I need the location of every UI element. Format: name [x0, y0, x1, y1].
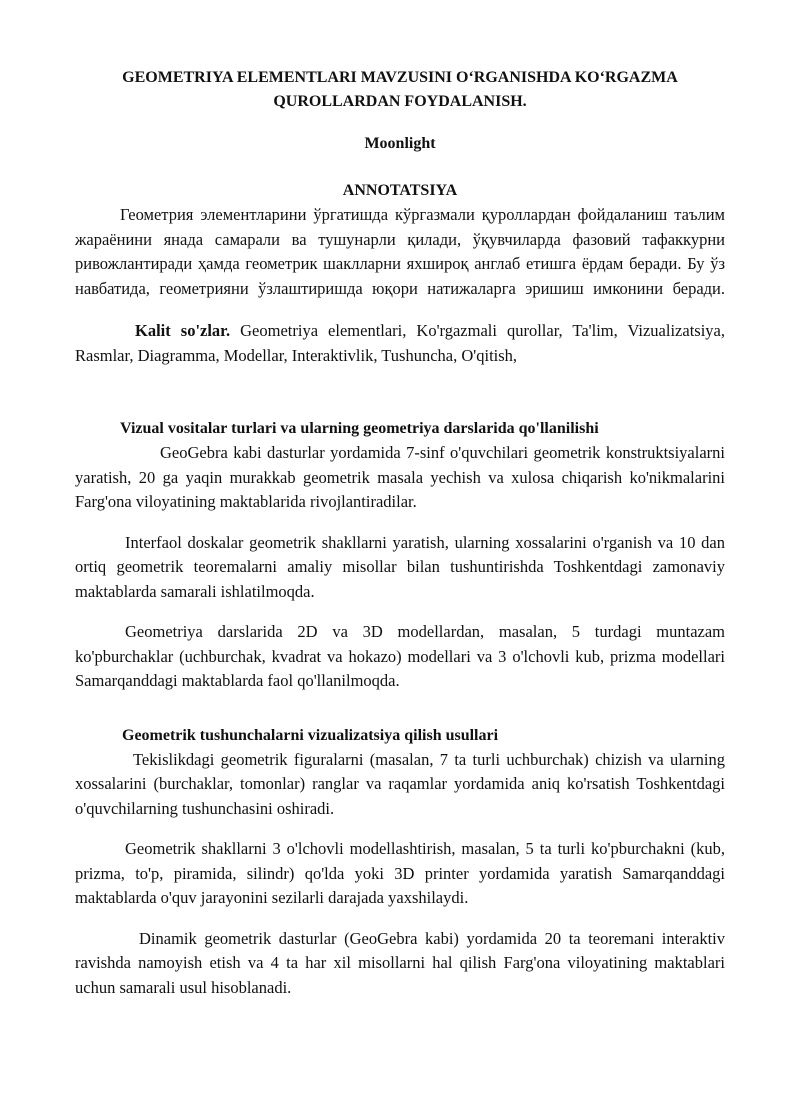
paragraph: Interfaol doskalar geometrik shakllarni yaratish, ularning xossalarini o'rganish va 10 dan ortiq geometrik teoremalarni amaliy misollar bilan tushuntirishda Toshkentdagi zamonaviy maktablarda samarali ishlatilmoqda. [75, 532, 725, 601]
annotation-heading: ANNOTATSIYA [342, 182, 458, 199]
author-name: Moonlight [364, 135, 436, 152]
paragraph: GeoGebra kabi dasturlar yordamida 7-sinf o'quvchilari geometrik konstruktsiyalarni yaratish, 20 ga yaqin murakkab geometrik masala yechish va xulosa chiqarish ko'nikmalarini Farg'ona viloyatining maktablarida rivojlantiradilar. [75, 443, 725, 511]
document-title: GEOMETRIYA ELEMENTLARI MAVZUSINI O‘RGANISHDA KO‘RGAZMA QUROLLARDAN FOYDALANISH. [122, 69, 678, 110]
document-page [0, 66, 800, 1101]
section-heading-visualization-methods: Geometrik tushunchalarni vizualizatsiya qilish usullari [122, 726, 499, 744]
keywords-paragraph [75, 319, 725, 368]
paragraph: Geometrik shakllarni 3 o'lchovli modellashtirish, masalan, 5 ta turli ko'pburchakni (kub, prizma, to'p, piramida, silindr) qo'lda yoki 3D printer yordamida yaratish Samarqanddagi maktablarda o'quv jarayonini sezilarli darajada yaxshilaydi. [75, 839, 725, 907]
annotation-text: Геометрия элементларини ўргатишда кўргазмали қуроллардан фойдаланиш таълим жараёнини янада самарали ва тушунарли қилади, ўқувчиларда фазовий тафаккурни ривожлантиради ҳамда геометрик шаклларни яхшироқ англаб етишга ёрдам беради. Бу ўз навбатида, геометрияни ўзлаштиришда юқори натижаларга эришиш имконини беради. [75, 205, 725, 298]
keywords-list: Geometriya elementlari, Ko'rgazmali qurollar, Ta'lim, Vizualizatsiya, Rasmlar, Diagramma, Modellar, Interaktivlik, Tushuncha, O'qitish, [75, 321, 725, 365]
paragraph: Dinamik geometrik dasturlar (GeoGebra kabi) yordamida 20 ta teoremani interaktiv ravishda namoyish etish va 4 ta har xil misollarni hal qilish Farg'ona viloyatining maktablari uchun samarali usul hisoblanadi. [75, 928, 725, 997]
section-heading-visual-tools: Vizual vositalar turlari va ularning geometriya darslarida qo'llanilishi [120, 420, 599, 437]
keywords-label: Kalit so'zlar. [135, 321, 231, 340]
paragraph: Geometriya darslarida 2D va 3D modellardan, masalan, 5 turdagi muntazam ko'pburchaklar (uchburchak, kvadrat va hokazo) modellari va 3 o'lchovli kub, prizma modellari Samarqanddagi maktablarda faol qo'llanilmoqda. [75, 622, 725, 690]
paragraph: Tekislikdagi geometrik figuralarni (masalan, 7 ta turli uchburchak) chizish va ularning xossalarini (burchaklar, tomonlar) ranglar va raqamlar yordamida aniq ko'rsatish Toshkentdagi o'quvchilarning tushunchasini oshiradi. [75, 749, 725, 818]
